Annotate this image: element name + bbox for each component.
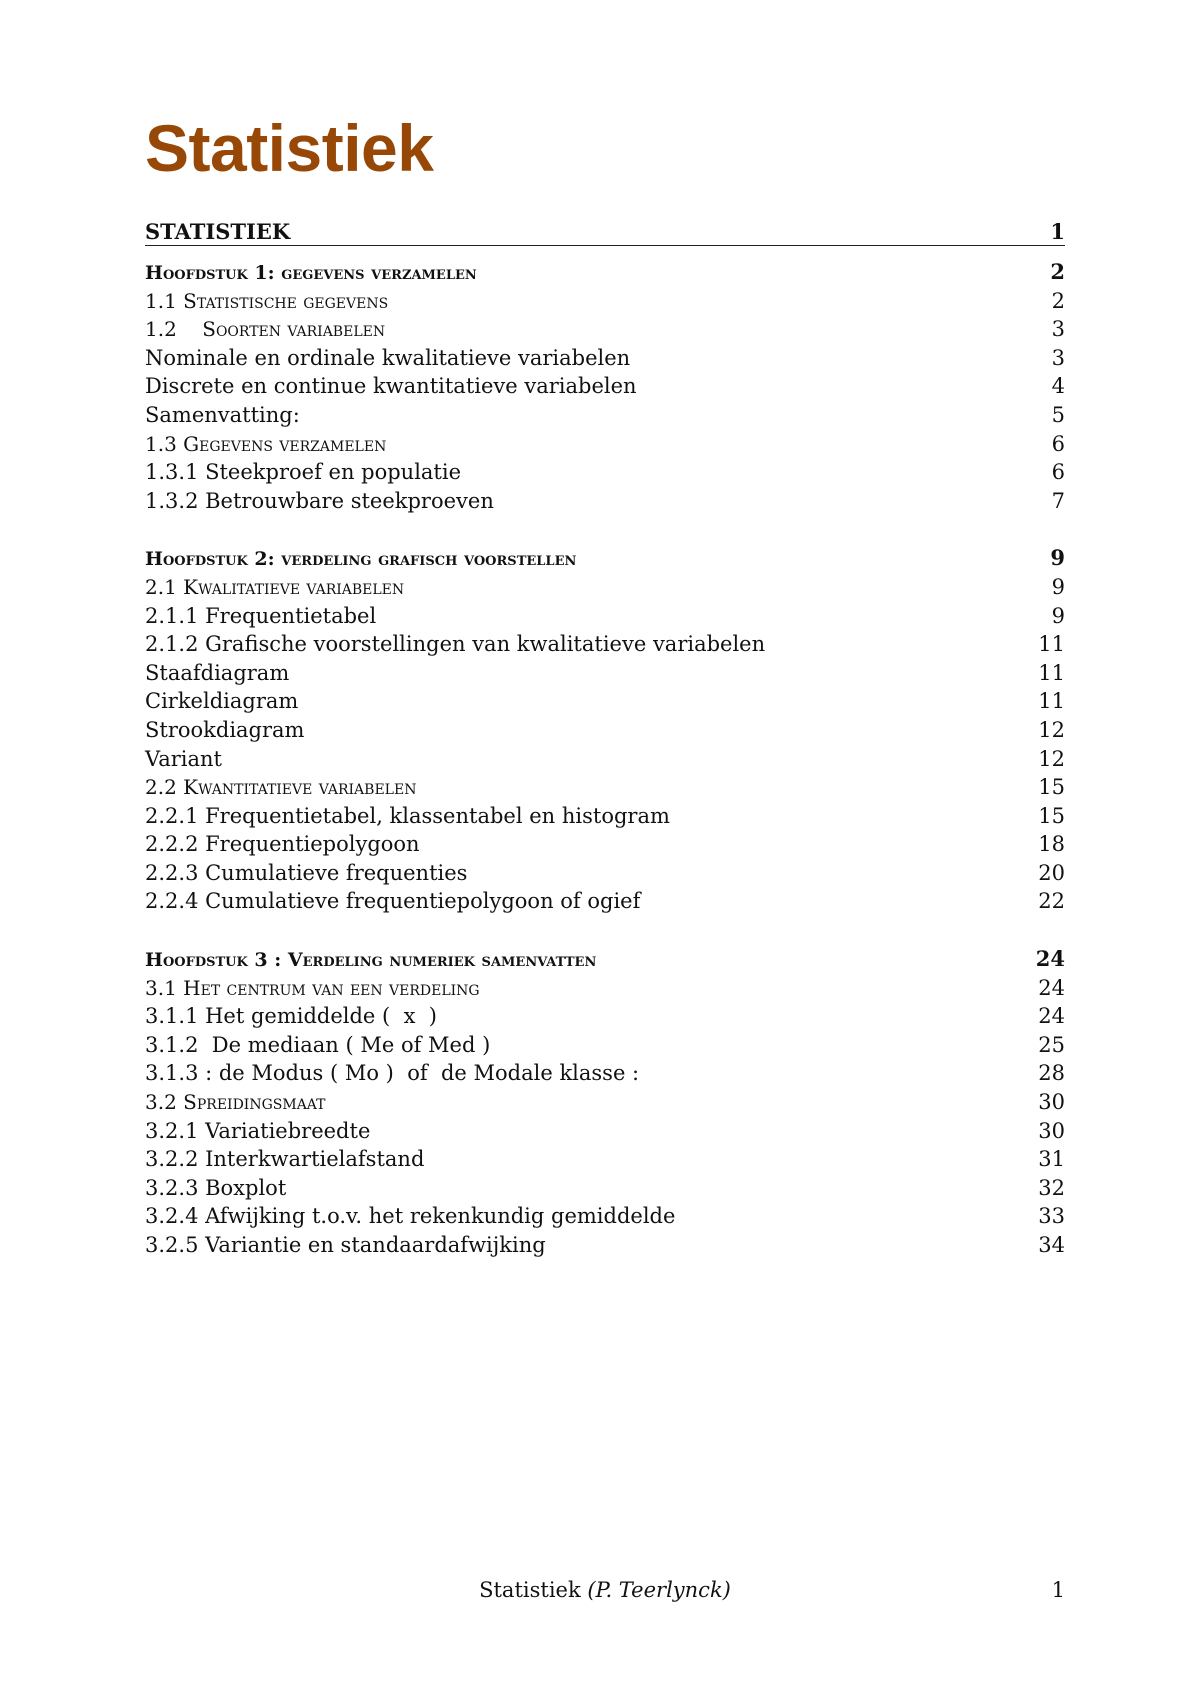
toc-page-number: 11 bbox=[1038, 660, 1065, 685]
toc-page-number: 15 bbox=[1038, 775, 1065, 800]
toc-label: 3.2.5 Variantie en standaardafwijking bbox=[145, 1233, 546, 1257]
toc-page-number: 34 bbox=[1038, 1233, 1065, 1257]
toc-label: Nominale en ordinale kwalitatieve variabelen bbox=[145, 345, 631, 370]
toc-entry[interactable] bbox=[145, 1088, 1065, 1117]
toc-entry[interactable] bbox=[145, 1202, 1065, 1231]
toc-page-number: 11 bbox=[1038, 689, 1065, 714]
toc-label: 1.3.1 Steekproef en populatie bbox=[145, 460, 462, 485]
toc-label: 2.1 Kwalitatieve variabelen bbox=[145, 574, 405, 599]
toc-entry[interactable] bbox=[145, 315, 1065, 344]
toc-entry[interactable] bbox=[145, 1174, 1065, 1203]
toc-page-number: 2 bbox=[1051, 288, 1065, 313]
toc-entry[interactable] bbox=[145, 573, 1065, 602]
toc-entry[interactable] bbox=[145, 344, 1065, 373]
toc-entry[interactable] bbox=[145, 430, 1065, 459]
toc-entry[interactable] bbox=[145, 602, 1065, 631]
toc-entry[interactable] bbox=[145, 830, 1065, 859]
toc-page-number: 9 bbox=[1051, 603, 1065, 628]
toc-entry[interactable] bbox=[145, 974, 1065, 1003]
toc-entry[interactable] bbox=[145, 687, 1065, 716]
toc-label: Discrete en continue kwantitatieve variabelen bbox=[145, 374, 637, 399]
toc-page-number: 2 bbox=[1050, 259, 1065, 284]
toc-entry[interactable] bbox=[145, 887, 1065, 916]
toc-entry[interactable] bbox=[145, 1145, 1065, 1174]
toc-entry[interactable] bbox=[145, 745, 1065, 774]
toc-label: 2.1.2 Grafische voorstellingen van kwalitatieve variabelen bbox=[145, 632, 766, 657]
toc-page-number: 32 bbox=[1038, 1175, 1065, 1200]
toc-page-number: 3 bbox=[1051, 345, 1065, 370]
toc-page-number: 24 bbox=[1038, 1004, 1065, 1029]
toc-label: 3.1.1 Het gemiddelde ( x ) bbox=[145, 1004, 437, 1029]
toc-page-number: 24 bbox=[1035, 946, 1065, 972]
toc-label: 2.1.1 Frequentietabel bbox=[145, 603, 377, 628]
document-title: Statistiek bbox=[145, 111, 434, 185]
toc-entry[interactable] bbox=[145, 372, 1065, 401]
toc-entry[interactable] bbox=[145, 773, 1065, 802]
toc-chapter-label: Hoofdstuk 2: verdeling grafisch voorstellen bbox=[145, 548, 577, 571]
page-footer bbox=[145, 1578, 1065, 1608]
toc-entry[interactable] bbox=[145, 802, 1065, 831]
spacer bbox=[145, 515, 1065, 544]
toc-label: 3.1.3 : de Modus ( Mo ) of de Modale klasse : bbox=[145, 1061, 640, 1086]
toc-entry[interactable] bbox=[145, 1117, 1065, 1146]
toc-entry[interactable] bbox=[145, 1031, 1065, 1060]
footer-author: (P. Teerlynck) bbox=[587, 1578, 731, 1602]
toc-chapter-label: Hoofdstuk 3 : Verdeling numeriek samenvatten bbox=[145, 949, 597, 972]
toc-page-number: 25 bbox=[1038, 1032, 1065, 1057]
toc-page-number: 31 bbox=[1038, 1147, 1065, 1172]
toc-page-number: 6 bbox=[1051, 431, 1065, 456]
toc-entry[interactable] bbox=[145, 458, 1065, 487]
toc-label: 3.2 Spreidingsmaat bbox=[145, 1090, 326, 1115]
table-of-contents bbox=[145, 218, 1065, 1260]
toc-page-number: 28 bbox=[1038, 1061, 1065, 1086]
toc-entry-top[interactable] bbox=[145, 218, 1065, 246]
toc-page-number: 18 bbox=[1038, 832, 1065, 857]
toc-label: 1.1 Statistische gegevens bbox=[145, 288, 389, 313]
toc-entry[interactable] bbox=[145, 659, 1065, 688]
toc-page-number: 7 bbox=[1051, 488, 1065, 513]
toc-page-number: 30 bbox=[1038, 1118, 1065, 1143]
toc-label: 2.2 Kwantitatieve variabelen bbox=[145, 775, 417, 800]
toc-page-number: 12 bbox=[1038, 717, 1065, 742]
toc-entry[interactable] bbox=[145, 1231, 1065, 1260]
toc-label: 3.2.4 Afwijking t.o.v. het rekenkundig gemiddelde bbox=[145, 1204, 676, 1229]
toc-page-number: 20 bbox=[1038, 860, 1065, 885]
toc-page-number: 9 bbox=[1051, 574, 1065, 599]
toc-page-number: 22 bbox=[1038, 889, 1065, 914]
toc-label: 2.2.4 Cumulatieve frequentiepolygoon of ogief bbox=[145, 889, 641, 914]
footer-title bbox=[145, 1578, 1065, 1602]
toc-page-number: 24 bbox=[1038, 975, 1065, 1000]
toc-page-number: 1 bbox=[1050, 219, 1065, 244]
toc-label: Staafdiagram bbox=[145, 660, 290, 685]
toc-label: 3.2.1 Variatiebreedte bbox=[145, 1118, 371, 1143]
toc-page-number: 5 bbox=[1051, 402, 1065, 427]
toc-chapter-3[interactable] bbox=[145, 945, 1065, 974]
toc-label: Variant bbox=[145, 746, 222, 771]
toc-page-number: 33 bbox=[1038, 1204, 1065, 1229]
toc-label: STATISTIEK bbox=[145, 219, 291, 244]
toc-page-number: 11 bbox=[1038, 632, 1065, 657]
toc-entry[interactable] bbox=[145, 401, 1065, 430]
toc-label: 2.2.1 Frequentietabel, klassentabel en histogram bbox=[145, 803, 670, 828]
toc-chapter-1[interactable] bbox=[145, 258, 1065, 287]
spacer bbox=[145, 916, 1065, 945]
toc-chapter-2[interactable] bbox=[145, 544, 1065, 573]
toc-page-number: 4 bbox=[1051, 374, 1065, 399]
toc-label: 3.2.3 Boxplot bbox=[145, 1175, 287, 1200]
footer-page-number: 1 bbox=[1051, 1578, 1065, 1602]
toc-label: 3.2.2 Interkwartielafstand bbox=[145, 1147, 425, 1172]
toc-label: 1.2 Soorten variabelen bbox=[145, 317, 386, 342]
toc-label: Strookdiagram bbox=[145, 717, 305, 742]
toc-label: 3.1.2 De mediaan ( Me of Med ) bbox=[145, 1032, 491, 1057]
toc-page-number: 12 bbox=[1038, 746, 1065, 771]
toc-page-number: 15 bbox=[1038, 803, 1065, 828]
toc-page-number: 6 bbox=[1051, 460, 1065, 485]
toc-label: 1.3.2 Betrouwbare steekproeven bbox=[145, 488, 494, 513]
toc-entry[interactable] bbox=[145, 716, 1065, 745]
toc-entry[interactable] bbox=[145, 630, 1065, 659]
toc-entry[interactable] bbox=[145, 1059, 1065, 1088]
toc-label: 2.2.3 Cumulatieve frequenties bbox=[145, 860, 468, 885]
toc-entry[interactable] bbox=[145, 1002, 1065, 1031]
toc-label: 2.2.2 Frequentiepolygoon bbox=[145, 832, 420, 857]
toc-page-number: 30 bbox=[1038, 1090, 1065, 1115]
toc-entry[interactable] bbox=[145, 487, 1065, 516]
toc-label: 3.1 Het centrum van een verdeling bbox=[145, 975, 480, 1000]
toc-entry[interactable] bbox=[145, 859, 1065, 888]
toc-label: 1.3 Gegevens verzamelen bbox=[145, 431, 387, 456]
toc-page-number: 3 bbox=[1051, 317, 1065, 342]
toc-entry[interactable] bbox=[145, 287, 1065, 316]
toc-label: Samenvatting: bbox=[145, 402, 300, 427]
toc-chapter-label: Hoofdstuk 1: gegevens verzamelen bbox=[145, 262, 477, 284]
footer-text: Statistiek bbox=[479, 1578, 581, 1602]
toc-page-number: 9 bbox=[1050, 545, 1065, 571]
toc-label: Cirkeldiagram bbox=[145, 689, 299, 714]
